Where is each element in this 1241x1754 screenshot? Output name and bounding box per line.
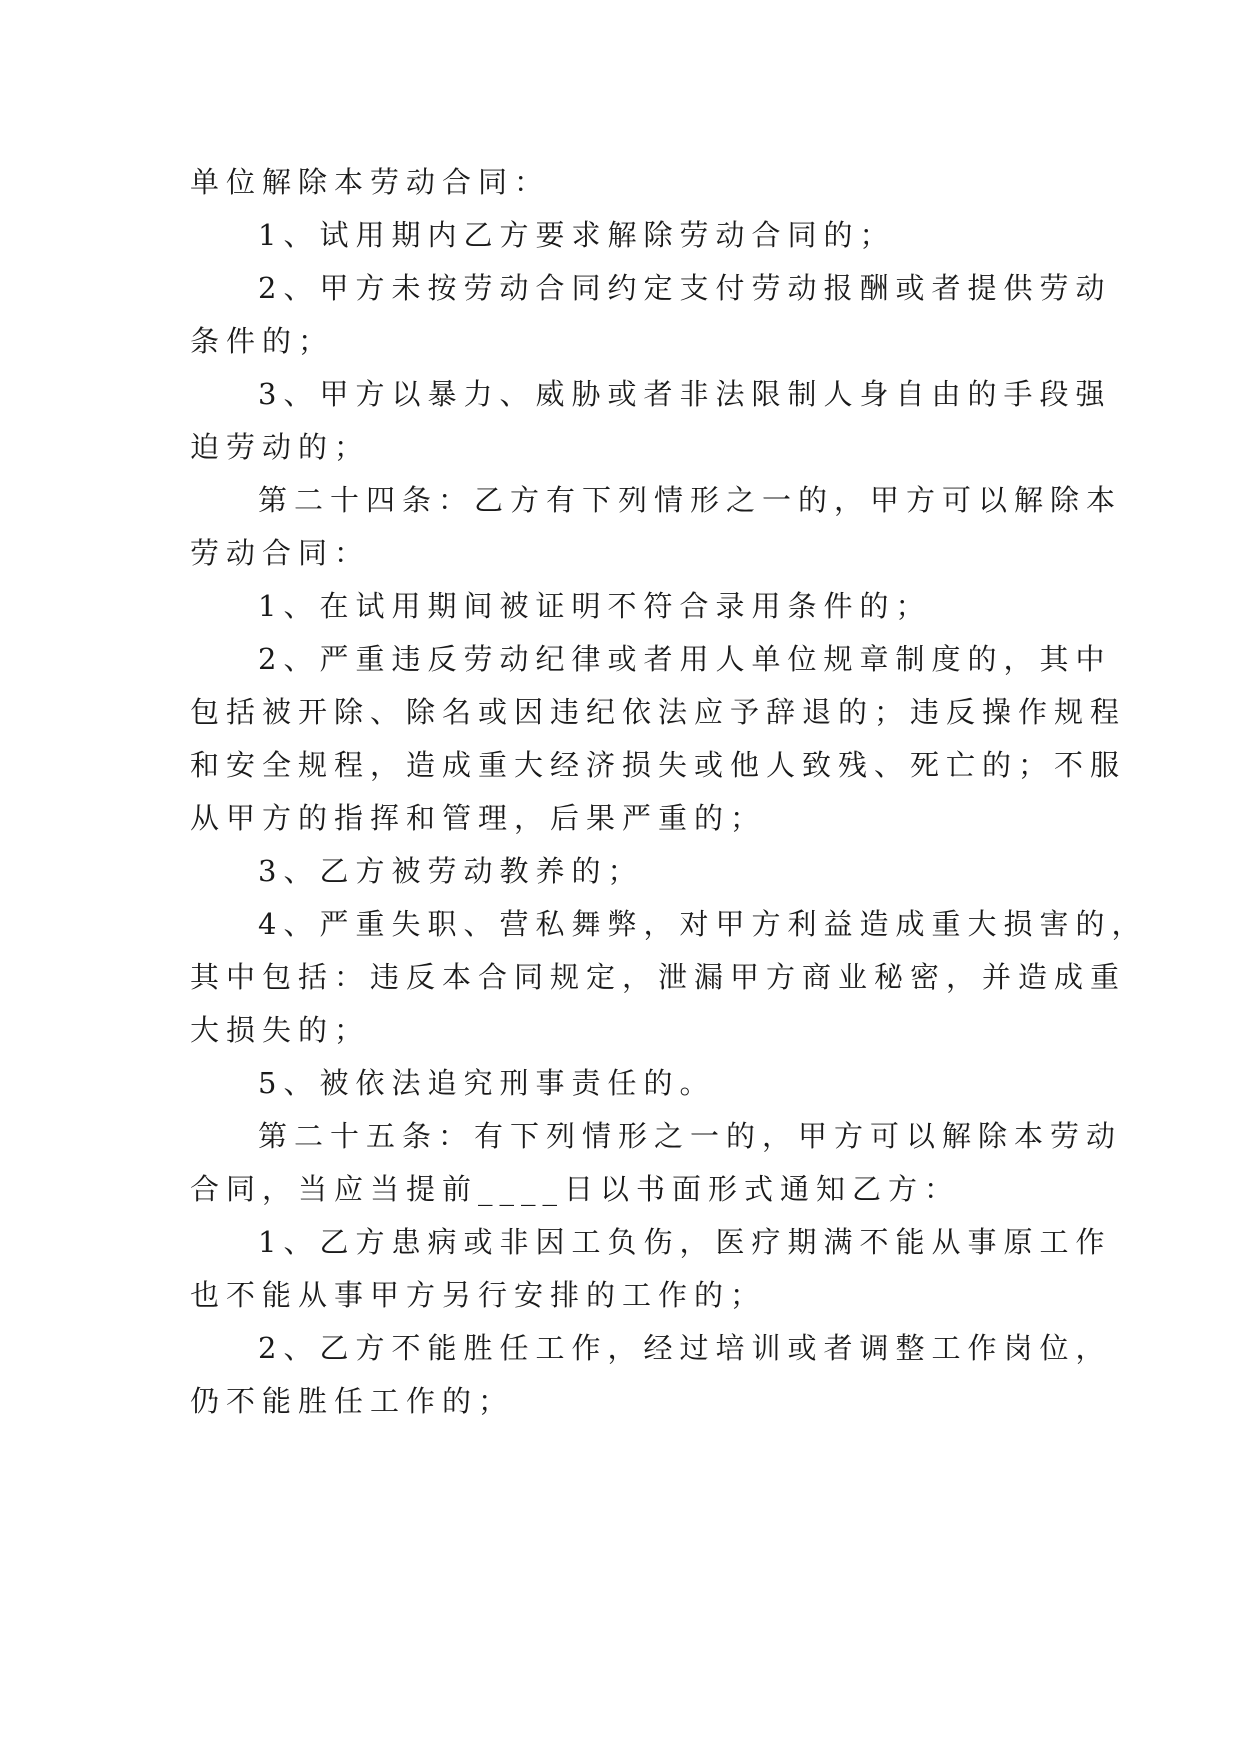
text-line: 第二十五条：有下列情形之一的，甲方可以解除本劳动: [258, 1119, 1123, 1153]
text-line: 也不能从事甲方另行安排的工作的；: [190, 1278, 767, 1312]
text-line: 4、严重失职、营私舞弊，对甲方利益造成重大损害的，: [258, 907, 1148, 941]
text-line: 3、乙方被劳动教养的；: [258, 854, 644, 888]
text-line: 1、在试用期间被证明不符合录用条件的；: [258, 589, 932, 623]
text-line: 5、被依法追究刑事责任的。: [258, 1066, 716, 1100]
text-line: 迫劳动的；: [190, 430, 371, 464]
text-line: 包括被开除、除名或因违纪依法应予辞退的；违反操作规程: [190, 695, 1127, 729]
text-line: 大损失的；: [190, 1013, 371, 1047]
text-line: 1、乙方患病或非因工负伤，医疗期满不能从事原工作: [258, 1225, 1112, 1259]
text-line: 单位解除本劳动合同：: [190, 165, 551, 199]
text-line: 第二十四条：乙方有下列情形之一的，甲方可以解除本: [258, 483, 1123, 517]
text-line: 1、试用期内乙方要求解除劳动合同的；: [258, 218, 896, 252]
text-line: 其中包括：违反本合同规定，泄漏甲方商业秘密，并造成重: [190, 960, 1127, 994]
text-line: 2、乙方不能胜任工作，经过培训或者调整工作岗位，: [258, 1331, 1112, 1365]
text-line: 和安全规程，造成重大经济损失或他人致残、死亡的；不服: [190, 748, 1127, 782]
text-line: 劳动合同：: [190, 536, 371, 570]
text-line: 合同，当应当提前____日以书面形式通知乙方：: [190, 1172, 961, 1206]
text-line: 3、甲方以暴力、威胁或者非法限制人身自由的手段强: [258, 377, 1112, 411]
text-line: 从甲方的指挥和管理，后果严重的；: [190, 801, 767, 835]
text-line: 仍不能胜任工作的；: [190, 1384, 515, 1418]
text-line: 2、严重违反劳动纪律或者用人单位规章制度的，其中: [258, 642, 1112, 676]
text-line: 条件的；: [190, 324, 335, 358]
text-line: 2、甲方未按劳动合同约定支付劳动报酬或者提供劳动: [258, 271, 1112, 305]
